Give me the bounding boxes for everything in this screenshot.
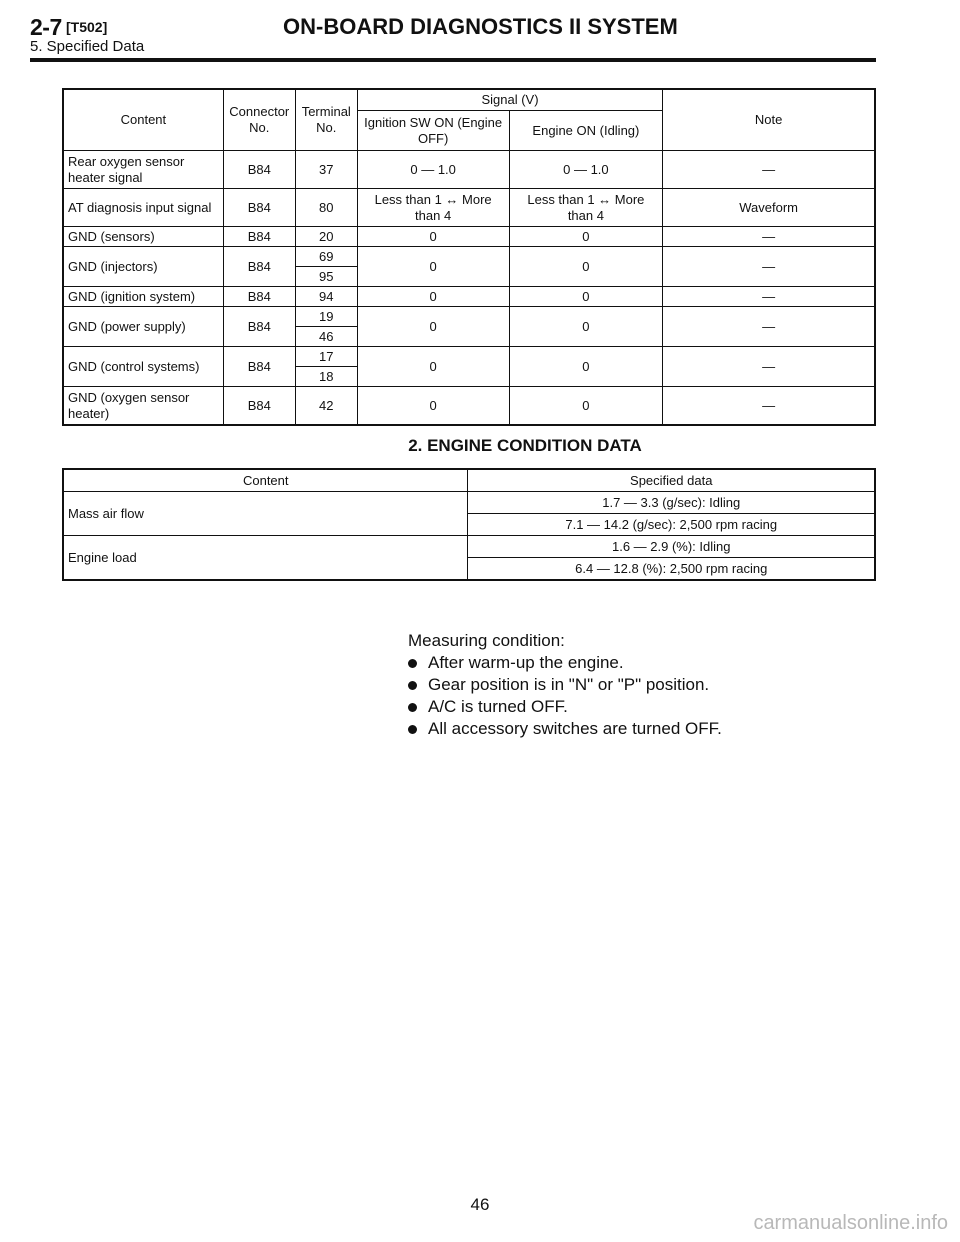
list-item-text: A/C is turned OFF. bbox=[428, 697, 568, 716]
row-note: — bbox=[663, 347, 875, 387]
header-note: Note bbox=[663, 90, 875, 151]
row-note: — bbox=[663, 227, 875, 247]
header-ec-specified: Specified data bbox=[468, 470, 875, 492]
row-engine-on: Less than 1 ↔ More than 4 bbox=[509, 189, 663, 227]
signal-table bbox=[63, 89, 875, 425]
row-connector: B84 bbox=[223, 227, 295, 247]
row-note: — bbox=[663, 151, 875, 189]
row-terminal: 17 bbox=[295, 347, 357, 367]
row-content: Engine load bbox=[64, 536, 468, 580]
engine-condition-title: 2. ENGINE CONDITION DATA bbox=[408, 436, 642, 455]
row-connector: B84 bbox=[223, 287, 295, 307]
list-item bbox=[408, 696, 722, 718]
table-row bbox=[64, 307, 875, 327]
row-terminal: 18 bbox=[295, 367, 357, 387]
row-engine-on: 0 bbox=[509, 247, 663, 287]
row-content: GND (sensors) bbox=[64, 227, 224, 247]
row-connector: B84 bbox=[223, 151, 295, 189]
row-content: GND (control systems) bbox=[64, 347, 224, 387]
header-engine-on: Engine ON (Idling) bbox=[509, 111, 663, 151]
row-content: GND (ignition system) bbox=[64, 287, 224, 307]
row-ign-on: 0 bbox=[357, 227, 509, 247]
list-item bbox=[408, 652, 722, 674]
row-ign-on: 0 bbox=[357, 287, 509, 307]
measuring-condition-title: Measuring condition: bbox=[408, 631, 565, 650]
page-title: ON-BOARD DIAGNOSTICS II SYSTEM bbox=[283, 14, 678, 39]
row-content: Mass air flow bbox=[64, 492, 468, 536]
row-content: AT diagnosis input signal bbox=[64, 189, 224, 227]
section-number: 2-7 bbox=[30, 14, 62, 40]
header-signal: Signal (V) bbox=[357, 90, 663, 111]
table-row bbox=[64, 492, 875, 514]
row-ign-on: 0 bbox=[357, 347, 509, 387]
table-row bbox=[64, 387, 875, 425]
row-engine-on: 0 bbox=[509, 347, 663, 387]
list-item bbox=[408, 718, 722, 740]
bullet-icon bbox=[408, 659, 417, 668]
row-spec: 1.6 — 2.9 (%): Idling bbox=[468, 536, 875, 558]
row-terminal: 46 bbox=[295, 327, 357, 347]
row-content: GND (oxygen sensor heater) bbox=[64, 387, 224, 425]
watermark: carmanualsonline.info bbox=[753, 1212, 948, 1234]
bullet-icon bbox=[408, 703, 417, 712]
bullet-icon bbox=[408, 725, 417, 734]
section-code: [T502] bbox=[66, 19, 108, 35]
header-ec-content: Content bbox=[64, 470, 468, 492]
table-row bbox=[64, 287, 875, 307]
list-item-text: Gear position is in "N" or "P" position. bbox=[428, 675, 710, 694]
bullet-icon bbox=[408, 681, 417, 690]
table-row bbox=[64, 227, 875, 247]
row-terminal: 19 bbox=[295, 307, 357, 327]
row-ign-on: 0 bbox=[357, 307, 509, 347]
header-connector: Connector No. bbox=[223, 90, 295, 151]
row-content: GND (injectors) bbox=[64, 247, 224, 287]
row-terminal: 95 bbox=[295, 267, 357, 287]
header-rule bbox=[30, 58, 876, 62]
page-subtitle: 5. Specified Data bbox=[30, 38, 145, 55]
row-connector: B84 bbox=[223, 307, 295, 347]
row-spec: 7.1 — 14.2 (g/sec): 2,500 rpm racing bbox=[468, 514, 875, 536]
row-content: GND (power supply) bbox=[64, 307, 224, 347]
list-item-text: After warm-up the engine. bbox=[428, 653, 624, 672]
measuring-condition-list bbox=[408, 652, 722, 740]
row-spec: 1.7 — 3.3 (g/sec): Idling bbox=[468, 492, 875, 514]
row-ign-on: 0 bbox=[357, 247, 509, 287]
table-row bbox=[64, 189, 875, 227]
list-item bbox=[408, 674, 722, 696]
row-note: Waveform bbox=[663, 189, 875, 227]
table-row bbox=[64, 347, 875, 367]
row-connector: B84 bbox=[223, 189, 295, 227]
page-number: 46 bbox=[470, 1195, 490, 1214]
row-engine-on: 0 bbox=[509, 287, 663, 307]
header-content: Content bbox=[64, 90, 224, 151]
row-terminal: 42 bbox=[295, 387, 357, 425]
row-content: Rear oxygen sensor heater signal bbox=[64, 151, 224, 189]
row-ign-on: Less than 1 ↔ More than 4 bbox=[357, 189, 509, 227]
header-terminal: Terminal No. bbox=[295, 90, 357, 151]
row-note: — bbox=[663, 287, 875, 307]
row-connector: B84 bbox=[223, 247, 295, 287]
row-connector: B84 bbox=[223, 347, 295, 387]
header-ign-on: Ignition SW ON (Engine OFF) bbox=[357, 111, 509, 151]
row-engine-on: 0 bbox=[509, 307, 663, 347]
signal-table-body bbox=[64, 151, 875, 425]
row-connector: B84 bbox=[223, 387, 295, 425]
row-note: — bbox=[663, 247, 875, 287]
row-terminal: 80 bbox=[295, 189, 357, 227]
row-note: — bbox=[663, 387, 875, 425]
engine-condition-table bbox=[63, 469, 875, 580]
row-ign-on: 0 bbox=[357, 387, 509, 425]
row-note: — bbox=[663, 307, 875, 347]
row-terminal: 69 bbox=[295, 247, 357, 267]
table-row bbox=[64, 151, 875, 189]
measuring-condition bbox=[408, 630, 722, 740]
row-terminal: 20 bbox=[295, 227, 357, 247]
row-ign-on: 0 — 1.0 bbox=[357, 151, 509, 189]
row-engine-on: 0 bbox=[509, 387, 663, 425]
table-row bbox=[64, 247, 875, 267]
row-spec: 6.4 — 12.8 (%): 2,500 rpm racing bbox=[468, 558, 875, 580]
list-item-text: All accessory switches are turned OFF. bbox=[428, 719, 722, 738]
table-row bbox=[64, 536, 875, 558]
row-engine-on: 0 — 1.0 bbox=[509, 151, 663, 189]
engine-condition-body bbox=[64, 492, 875, 580]
row-engine-on: 0 bbox=[509, 227, 663, 247]
row-terminal: 37 bbox=[295, 151, 357, 189]
row-terminal: 94 bbox=[295, 287, 357, 307]
